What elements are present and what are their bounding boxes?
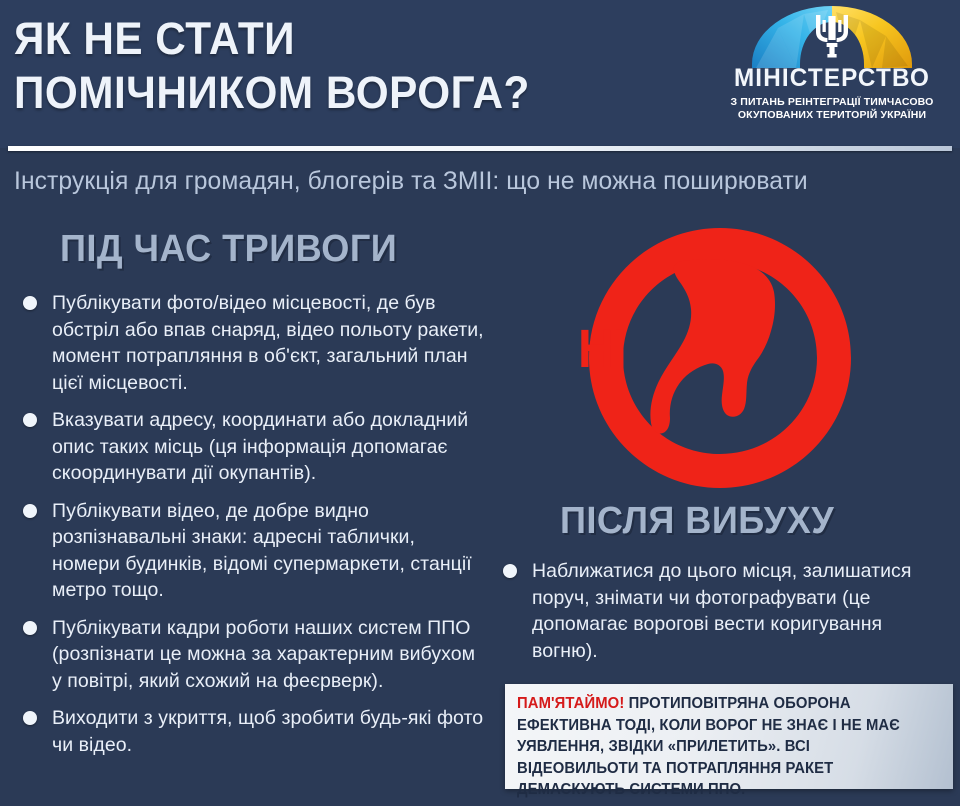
list-item xyxy=(18,407,486,487)
ministry-subtitle xyxy=(716,96,948,122)
list-item-text: Публікувати фото/відео місцевості, де був обстріл або впав снаряд, відео польоту ракети, момент потрапляння в об'єкт, загальний план цієї місцевості. xyxy=(52,292,484,394)
list-item-text: Вказувати адресу, координати або докладний опис таких місць (ця інформація допомагає скоординувати дії окупантів). xyxy=(52,409,469,484)
bullet-dot-icon xyxy=(23,711,37,725)
ministry-name: МІНІСТЕРСТВО xyxy=(733,64,931,92)
section-heading-blast: ПІСЛЯ ВИБУХУ xyxy=(560,500,835,542)
bullet-list-blast xyxy=(498,558,950,675)
warning-text xyxy=(517,693,928,801)
warning-box xyxy=(505,684,953,798)
list-item-text: Наближатися до цього місця, залишатися поруч, знімати чи фотографувати (це допомагає ворогові вести коригування вогню). xyxy=(532,560,912,662)
title-line-1: ЯК НЕ СТАТИ xyxy=(14,13,296,64)
title-line-2: ПОМІЧНИКОМ ВОРОГА? xyxy=(14,67,530,118)
list-item xyxy=(18,705,486,758)
bullet-dot-icon xyxy=(503,564,517,578)
page-title xyxy=(14,12,674,120)
bullet-dot-icon xyxy=(23,621,37,635)
poster-header xyxy=(0,0,960,148)
list-item-text: Публікувати відео, де добре видно розпізнавальні знаки: адресні таблички, номери будинків, відомі супермаркети, станції метро тощо. xyxy=(52,499,472,601)
ukraine-trident-icon xyxy=(752,6,912,68)
warning-lead: ПАМ'ЯТАЙМО! xyxy=(517,695,625,712)
ministry-logo xyxy=(716,4,948,136)
bullet-dot-icon xyxy=(23,504,37,518)
bullet-list-alarm xyxy=(18,290,486,769)
warning-body: ПРОТИПОВІТРЯНА ОБОРОНА ЕФЕКТИВНА ТОДІ, КОЛИ ВОРОГ НЕ ЗНАЄ І НЕ МАЄ УЯВЛЕННЯ, ЗВІДКИ «ПРИЛЕТИТЬ». ВСІ ВІДЕОВИЛЬОТИ ТА ПОТРАПЛЯННЯ РАКЕТ ДЕМАСКУЮТЬ СИСТЕМИ ППО. xyxy=(517,695,900,798)
poster-subtitle: Інструкція для громадян, блогерів та ЗМІІ: що не можна поширювати xyxy=(14,167,808,195)
ministry-subtitle-line-1: З ПИТАНЬ РЕІНТЕГРАЦІЇ ТИМЧАСОВО xyxy=(730,96,934,108)
list-item-text: Виходити з укриття, щоб зробити будь-які фото чи відео. xyxy=(52,707,484,756)
thumbs-down-in-circle-icon xyxy=(565,222,875,500)
no-label: НІ xyxy=(578,319,626,379)
list-item xyxy=(18,498,486,604)
header-divider xyxy=(8,146,952,151)
list-item-text: Публікувати кадри роботи наших систем ППО (розпізнати це можна за характерним вибухом у повітрі, який схожий на феєрверк). xyxy=(52,616,476,692)
list-item xyxy=(18,615,486,695)
section-heading-alarm: ПІД ЧАС ТРИВОГИ xyxy=(60,228,398,270)
ministry-subtitle-line-2: ОКУПОВАНИХ ТЕРИТОРІЙ УКРАЇНИ xyxy=(737,109,927,121)
list-item xyxy=(498,558,950,664)
bullet-dot-icon xyxy=(23,296,37,310)
bullet-dot-icon xyxy=(23,413,37,427)
list-item xyxy=(18,290,486,396)
